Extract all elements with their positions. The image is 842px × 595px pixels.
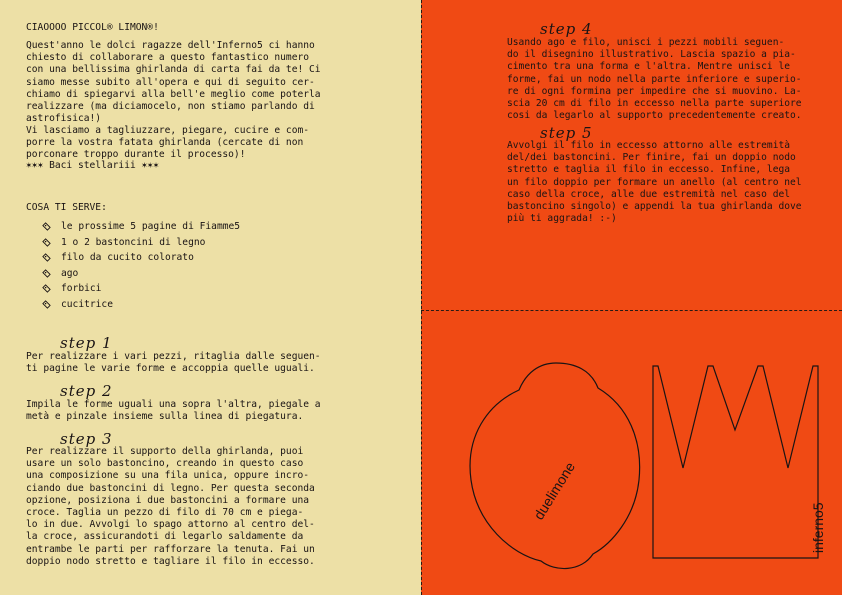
step4-text: Usando ago e filo, unisci i pezzi mobili seguen- do il disegnino illustrativo. Lascia spazio a pia- cimento tra una forma e l'altra. Mentre unisci le forme, fai un nodo nella parte inferiore e superio- re di ogni formina per impedire che si muovino. La- scia 20 cm di filo in eccesso nella parte superiore cosi da legarlo al supporto precedentemente creato.	[507, 37, 802, 122]
step3-title: step 3	[60, 430, 113, 448]
fold-line	[421, 0, 422, 595]
step4-title: step 4	[540, 20, 593, 38]
lemon-label: duelimone	[530, 459, 579, 523]
needs-item-label: 1 o 2 bastoncini di legno	[61, 236, 206, 248]
needs-item-label: forbici	[61, 283, 102, 294]
needs-item-label: filo da cucito colorato	[61, 252, 194, 263]
needs-item-label: ago	[61, 267, 79, 279]
needs-item-label: le prossime 5 pagine di Fiamme5	[61, 221, 241, 232]
signoff: ✶✶✶ Baci stellariii ✶✶✶	[26, 160, 159, 171]
greeting: CIAOOOO PICCOL® LIMON®!	[26, 22, 159, 33]
needs-item	[42, 268, 78, 279]
step2-text: Impila le forme uguali una sopra l'altra, piegale a metà e pinzale insieme sulla linea di piegatura.	[26, 399, 321, 423]
step2-title: step 2	[60, 382, 113, 400]
step1-title: step 1	[60, 334, 113, 352]
lemon-cutout	[463, 358, 649, 576]
needs-item	[42, 221, 240, 232]
tag-icon	[42, 269, 51, 278]
needs-title: COSA TI SERVE:	[26, 202, 107, 213]
tag-icon	[42, 253, 51, 262]
tag-icon	[42, 284, 51, 293]
crown-cutout	[650, 358, 830, 570]
cut-line	[421, 310, 842, 311]
needs-item	[42, 252, 194, 263]
tag-icon	[42, 222, 51, 231]
tag-icon	[42, 300, 51, 309]
intro-text-2: Vi lasciamo a tagliuzzare, piegare, cucire e com- porre la vostra fatata ghirlanda (cercate di non porconare troppo durante il processo)!	[26, 125, 310, 161]
step1-text: Per realizzare i vari pezzi, ritaglia dalle seguen- ti pagine le varie forme e accoppia quelle uguali.	[26, 351, 321, 375]
tag-icon	[42, 238, 51, 247]
needs-item-label: cucitrice	[61, 298, 113, 310]
needs-item	[42, 237, 205, 248]
step3-text: Per realizzare il supporto della ghirlanda, puoi usare un solo bastoncino, creando in questo caso una composizione su una fila unica, oppure incro- ciando due bastoncini di legno. Per questa seconda opzione, posiziona i due bastoncini a formare una croce. Taglia un pezzo di filo di 70 cm e piega- lo in due. Avvolgi lo spago attorno al centro del- la croce, assicurandoti di legarlo saldamente da entrambe le parti per rafforzare la tenuta. Fai un doppio nodo stretto e tagliare il filo in eccesso.	[26, 446, 315, 567]
needs-item	[42, 299, 113, 310]
step5-text: Avvolgi il filo in eccesso attorno alle estremità del/dei bastoncini. Per finire, fai un doppio nodo stretto e taglia il filo in eccesso. Infine, lega un filo doppio per formare un anello (al centro nel caso della croce, alle due estremità nel caso del bastoncino singolo) e appendi la tua ghirlanda dove più ti aggrada! :-)	[507, 140, 802, 225]
needs-item	[42, 283, 101, 294]
step5-title: step 5	[540, 124, 593, 142]
crown-label: inferno5	[810, 502, 826, 553]
intro-text: Quest'anno le dolci ragazze dell'Inferno5 ci hanno chiesto di collaborare a questo fantastico numero con una bellissima ghirlanda di carta fai da te! Ci siamo messe subito all'opera e qui di seguito cer- chiamo di spiegarvi alla bell'e meglio come poterla realizzare (ma diciamocelo, non stiamo parlando di astrofisica!)	[26, 40, 321, 125]
